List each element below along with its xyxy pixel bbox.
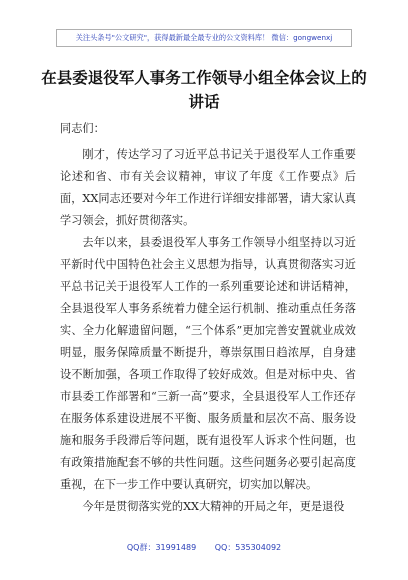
footer-qq: QQ：535304092 [214,543,282,552]
promo-banner: 关注头条号"公文研究"，获得最新最全最专业的公文资料库！ 微信：gongwenxj [56,29,352,47]
paragraph-1: 刚才，传达学习了习近平总书记关于退役军人工作重要论述和省、市有关会议精神，审议了年度《工作要点》后面，XX同志还要对今年工作进行详细安排部署，请大家认真学习领会，抓好贯彻落实。 [60,148,356,227]
salutation: 同志们： [60,122,105,135]
footer-qq-group: QQ群：31991489 [126,543,197,552]
paragraph-2: 去年以来，县委退役军人事务工作领导小组坚持以习近平新时代中国特色社会主义思想为指导，认真贯彻落实习近平总书记关于退役军人工作的一系列重要论述和讲话精神，全县退役军人事务系统着力健全运行机制、推动重点任务落实、全力化解遗留问题，“三个体系”更加完善安置就业成效明显，服务保障质量不断提升，尊崇氛围日趋浓厚，自身建设不断加强，各项工作取得了较好成效。但是对标中央、省市县委工作部署和“三新一高”要求，全县退役军人工作还存在服务体系建设进展不平衡、服务质量和层次不高、服务设施和服务手段滞后等问题，既有退役军人诉求个性问题，也有政策措施配套不够的共性问题。这些问题务必要引起高度重视，在下一步工作中要认真研究，切实加以解决。 [60,236,356,491]
document-body [60,118,356,518]
paragraph-3: 今年是贯彻落实党的XX大精神的开局之年，更是退役 [82,500,345,513]
document-title: 在县委退役军人事务工作领导小组全体会议上的讲话 [41,69,367,111]
footer-contact [0,542,408,556]
